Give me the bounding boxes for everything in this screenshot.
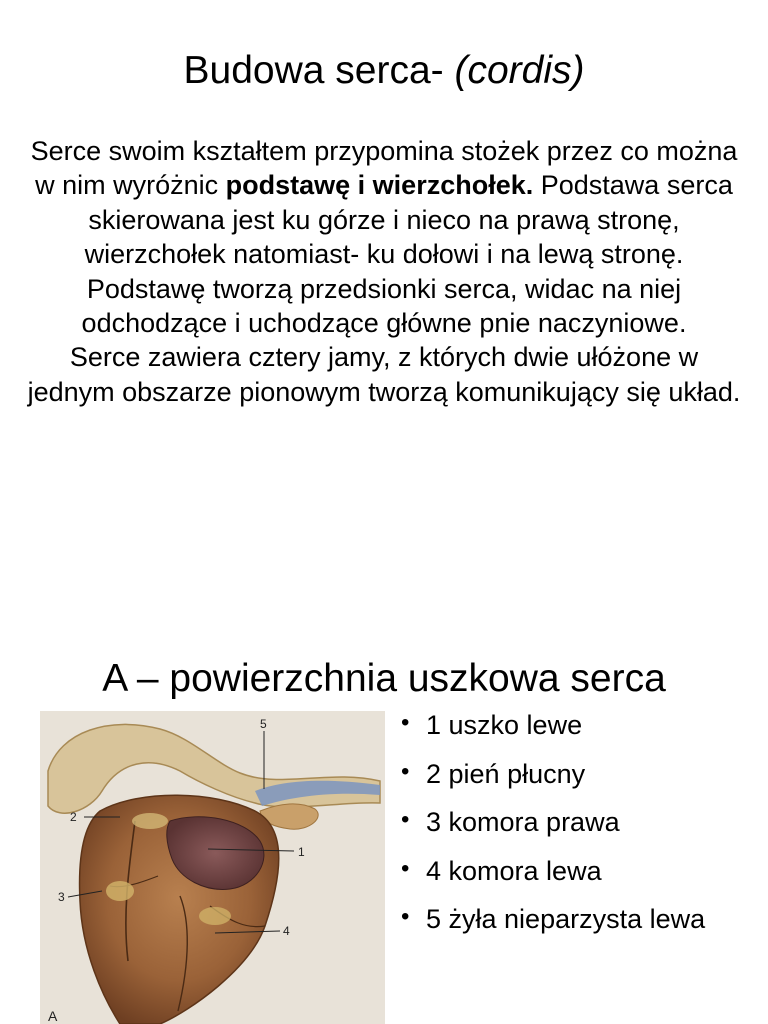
bullet-icon: • <box>401 757 410 785</box>
list-item-text: 5 żyła nieparzysta lewa <box>426 904 706 934</box>
list-item-text: 4 komora lewa <box>426 855 602 886</box>
list-item-text: 2 pień płucny <box>426 758 586 789</box>
list-item <box>398 757 748 791</box>
title-latin-term: (cordis) <box>454 49 585 92</box>
list-item-text: 1 uszko lewe <box>426 710 583 740</box>
fat-patch-3 <box>132 813 168 829</box>
list-item <box>398 805 748 839</box>
structure-list <box>398 708 748 951</box>
slide-1-title <box>0 48 768 94</box>
photo-label-5: 5 <box>260 717 267 731</box>
fat-patch-1 <box>106 881 134 901</box>
photo-label-4: 4 <box>283 924 290 938</box>
photo-label-1: 1 <box>298 845 305 859</box>
bullet-icon: • <box>401 854 410 882</box>
bullet-icon: • <box>401 709 410 736</box>
list-item <box>398 854 748 888</box>
bullet-icon: • <box>401 806 410 833</box>
photo-corner-label: A <box>48 1008 58 1024</box>
title-main-text: Budowa serca- <box>183 49 455 92</box>
photo-label-2: 2 <box>70 810 77 824</box>
list-item <box>398 708 748 742</box>
paragraph-1-bold: podstawę i wierzchołek. <box>225 170 534 201</box>
slide-1-body <box>24 134 744 409</box>
list-item-text: 3 komora prawa <box>426 807 620 837</box>
bullet-icon: • <box>401 903 410 930</box>
paragraph-heart-shape <box>24 134 744 340</box>
fat-patch-2 <box>199 907 231 925</box>
paragraph-1-part-2: Podstawa serca skierowana jest ku górze i nieco na prawą stronę, wierzchołek natomiast- ku dołowi i na lewą stronę. Podstawę tworzą przedsionki serca, widac na niej odchodzące i uchodzące główne pnie naczyniowe. <box>81 170 733 339</box>
paragraph-1-part-1: Serce swoim kształtem przypomina stożek przez co można w nim wyróżnic <box>30 136 738 201</box>
heart-illustration <box>40 711 385 1024</box>
photo-label-3: 3 <box>58 890 65 904</box>
list-item <box>398 902 748 936</box>
slide-2 <box>0 560 768 1024</box>
heart-anatomy-photo <box>40 711 385 1024</box>
slide-2-title: A – powierzchnia uszkowa serca <box>102 657 666 700</box>
paragraph-heart-chambers: Serce zawiera cztery jamy, z których dwie ułóżone w jednym obszarze pionowym tworzą komunikujący się układ. <box>27 342 741 407</box>
